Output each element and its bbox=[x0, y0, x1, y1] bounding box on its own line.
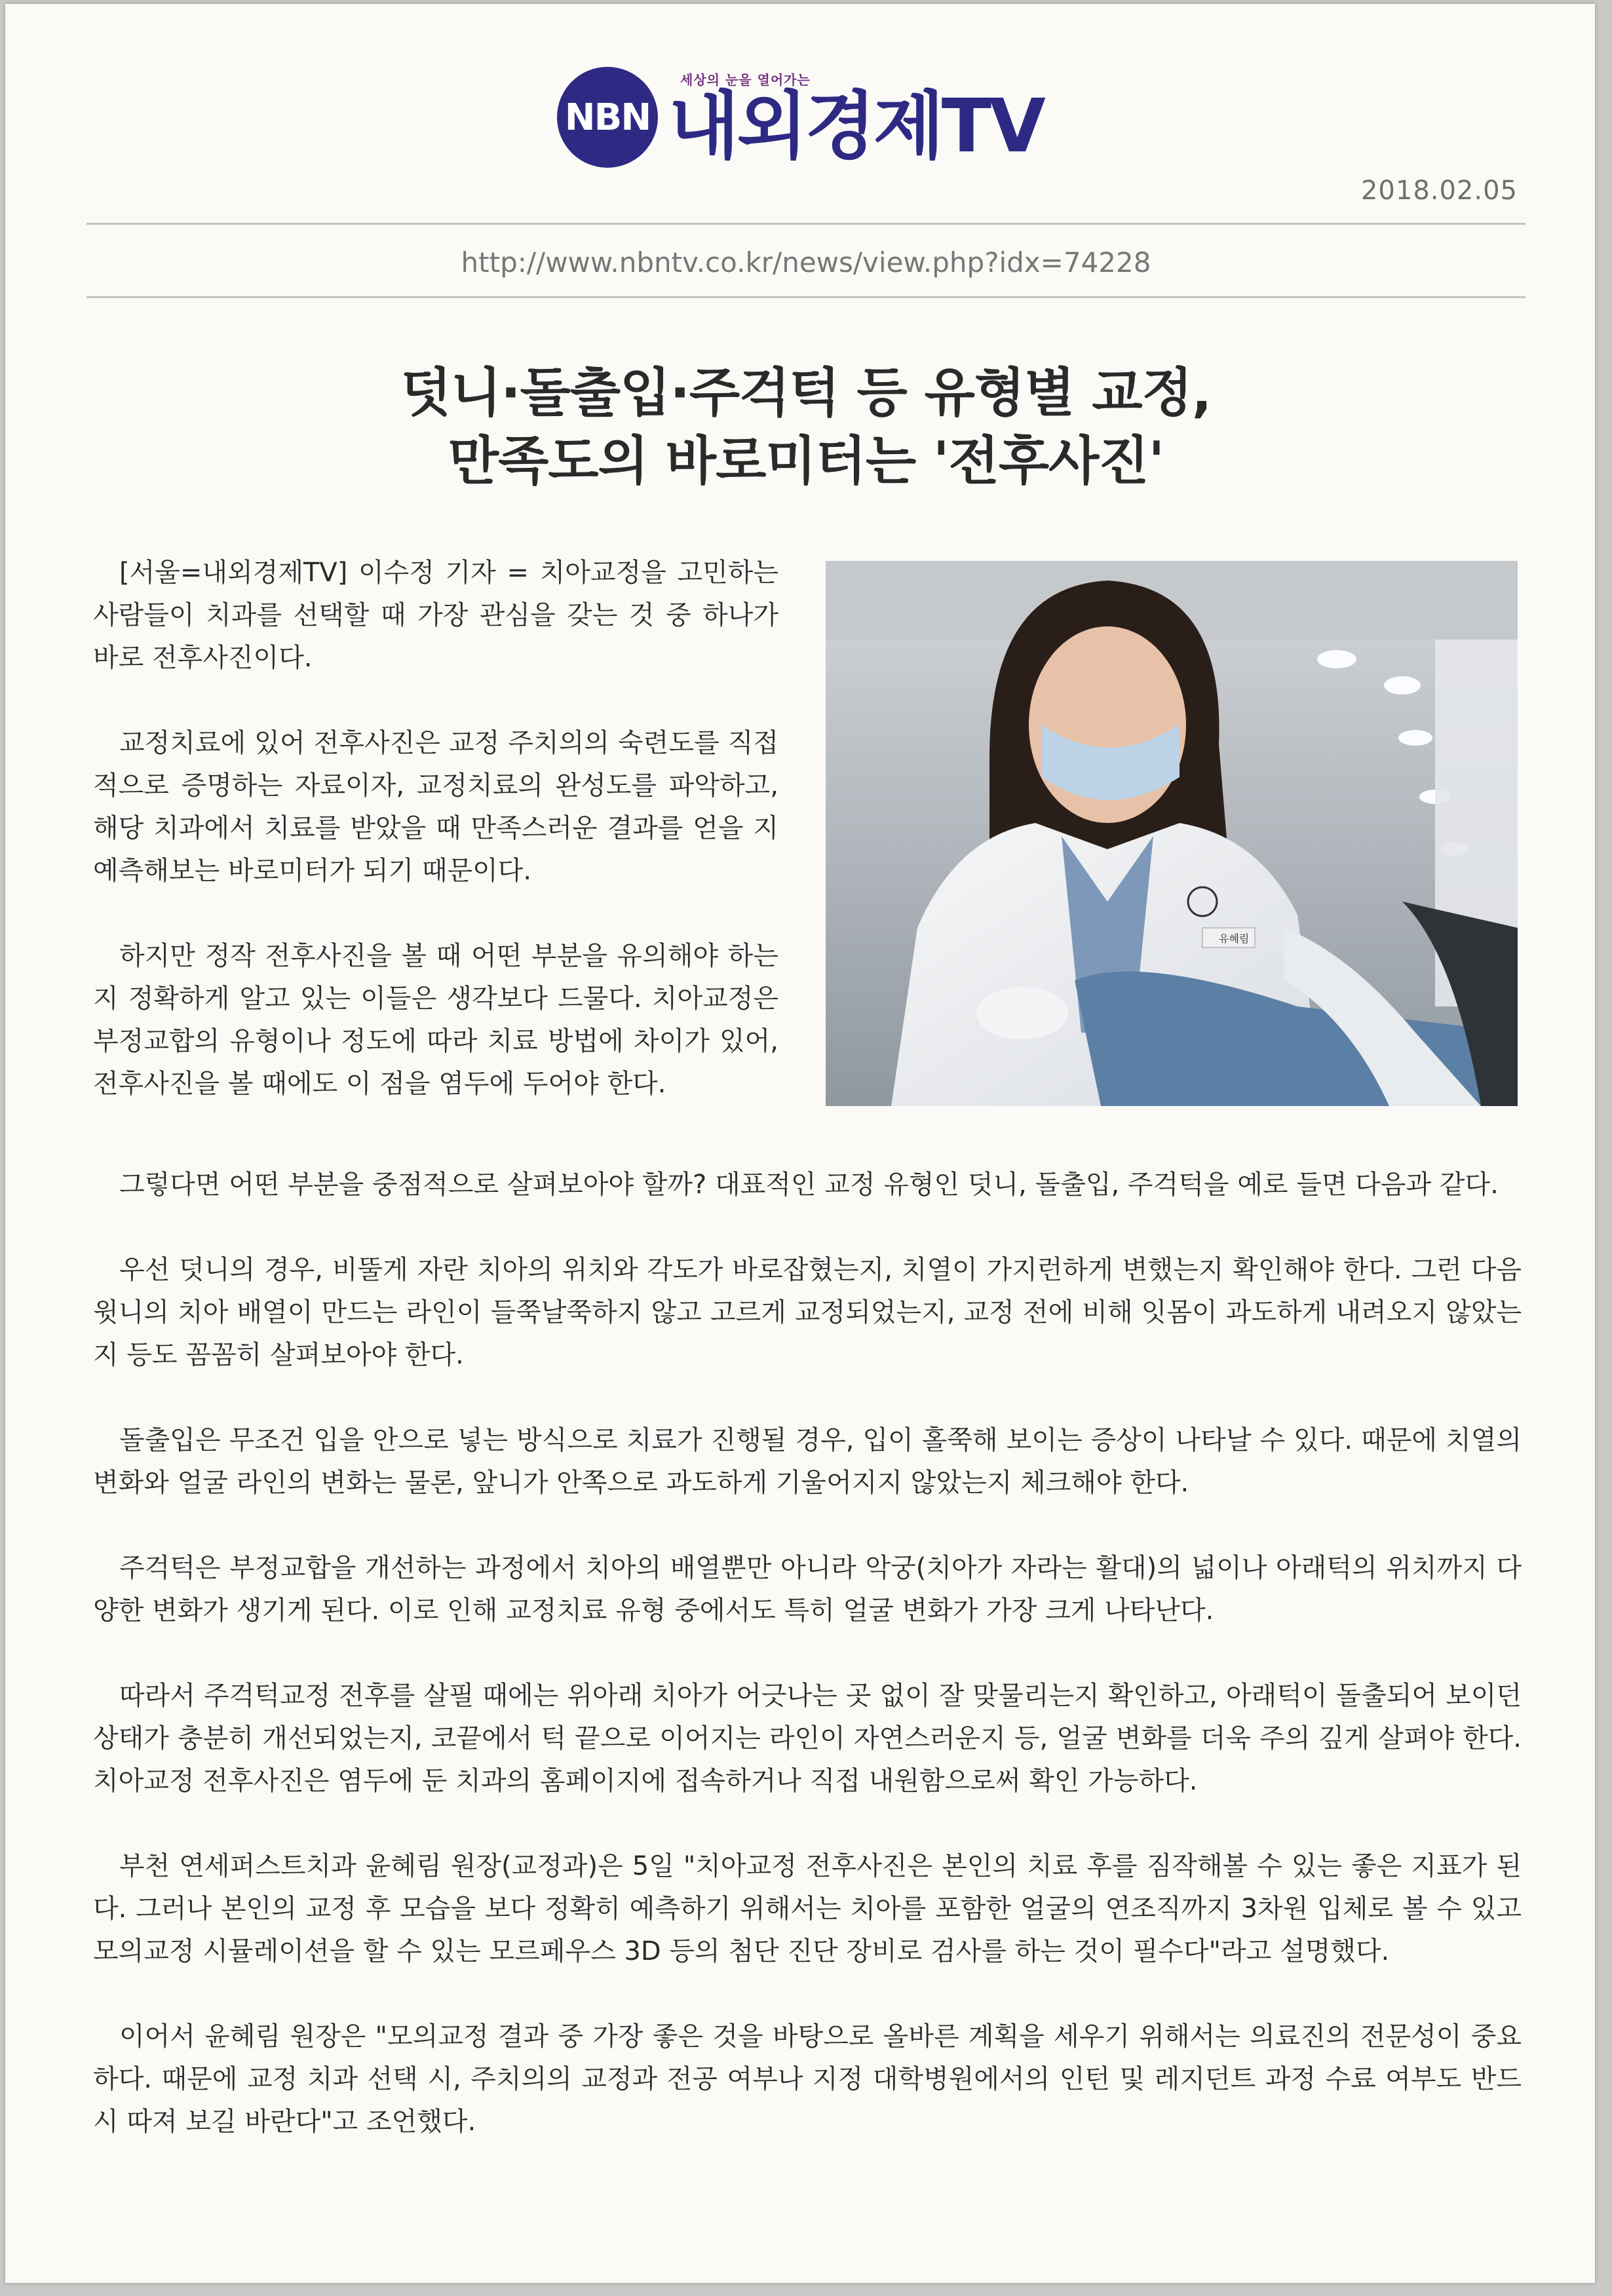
brand-title: 내외경제TV bbox=[668, 84, 1043, 169]
tagline: 세상의 눈을 열어가는 bbox=[680, 72, 811, 88]
full-width-body bbox=[93, 1164, 1522, 2186]
paragraph: 하지만 정작 전후사진을 볼 때 어떤 부분을 유의해야 하는지 정확하게 알고 있는 이들은 생각보다 드물다. 치아교정은 부정교합의 유형이나 정도에 따라 치료 방법에 차이가 있어, 전후사진을 볼 때에도 이 점을 염두에 두어야 한다. bbox=[93, 941, 778, 1099]
paragraph: 주걱턱은 부정교합을 개선하는 과정에서 치아의 배열뿐만 아니라 악궁(치아가 자라는 활대)의 넓이나 아래턱의 위치까지 다양한 변화가 생기게 된다. 이로 인해 교정치료 유형 중에서도 특히 얼굴 변화가 가장 크게 나타난다. bbox=[93, 1553, 1522, 1626]
paragraph: 이어서 윤혜림 원장은 "모의교정 결과 중 가장 좋은 것을 바탕으로 올바른 계획을 세우기 위해서는 의료진의 전문성이 중요하다. 때문에 교정 치과 선택 시, 주치의의 교정과 전공 여부나 지정 대학병원에서의 인턴 및 레지던트 과정 수료 여부도 반드시 따져 보길 바란다"고 조언했다. bbox=[93, 2021, 1522, 2137]
bottom-divider bbox=[86, 296, 1526, 298]
dentist-photo-illustration bbox=[826, 561, 1518, 1106]
left-column bbox=[93, 552, 778, 1148]
paragraph: 돌출입은 무조건 입을 안으로 넣는 방식으로 치료가 진행될 경우, 입이 홀쭉해 보이는 증상이 나타날 수 있다. 때문에 치열의 변화와 얼굴 라인의 변화는 물론, 앞니가 안쪽으로 과도하게 기울어지지 않았는지 체크해야 한다. bbox=[93, 1425, 1522, 1498]
nbn-logo-icon bbox=[557, 67, 658, 168]
paragraph: [서울=내외경제TV] 이수정 기자 = 치아교정을 고민하는 사람들이 치과를 선택할 때 가장 관심을 갖는 것 중 하나가 바로 전후사진이다. bbox=[93, 558, 778, 673]
top-divider bbox=[86, 223, 1526, 225]
paragraph: 교정치료에 있어 전후사진은 교정 주치의의 숙련도를 직접적으로 증명하는 자료이자, 교정치료의 완성도를 파악하고, 해당 치과에서 치료를 받았을 때 만족스러운 결과를 얻을 지 예측해보는 바로미터가 되기 때문이다. bbox=[93, 728, 778, 886]
paragraph: 우선 덧니의 경우, 비뚤게 자란 치아의 위치와 각도가 바로잡혔는지, 치열이 가지런하게 변했는지 확인해야 한다. 그런 다음 윗니의 치아 배열이 만드는 라인이 들쭉날쭉하지 않고 고르게 교정되었는지, 교정 전에 비해 잇몸이 과도하게 내려오지 않았는지 등도 꼼꼼히 살펴보아야 한다. bbox=[93, 1255, 1522, 1370]
logo-text: NBN bbox=[564, 96, 651, 139]
masthead bbox=[557, 56, 1068, 174]
paragraph: 따라서 주걱턱교정 전후를 살필 때에는 위아래 치아가 어긋나는 곳 없이 잘 맞물리는지 확인하고, 아래턱이 돌출되어 보이던 상태가 충분히 개선되었는지, 코끝에서 턱 끝으로 이어지는 라인이 자연스러운지 등, 얼굴 변화를 더욱 주의 깊게 살펴야 한다. 치아교정 전후사진은 염두에 둔 치과의 홈페이지에 접속하거나 직접 내원함으로써 확인 가능하다. bbox=[93, 1681, 1522, 1796]
page bbox=[5, 4, 1595, 2283]
paragraph: 그렇다면 어떤 부분을 중점적으로 살펴보아야 할까? 대표적인 교정 유형인 덧니, 돌출입, 주걱턱을 예로 들면 다음과 같다. bbox=[119, 1170, 1499, 1200]
article-date: 2018.02.05 bbox=[1360, 176, 1518, 206]
headline bbox=[86, 359, 1526, 495]
paragraph: 부천 연세퍼스트치과 윤혜림 원장(교정과)은 5일 "치아교정 전후사진은 본인의 치료 후를 짐작해볼 수 있는 좋은 지표가 된다. 그러나 본인의 교정 후 모습을 보다 정확히 예측하기 위해서는 치아를 포함한 얼굴의 연조직까지 3차원 입체로 볼 수 있고 모의교정 시뮬레이션을 할 수 있는 모르페우스 3D 등의 첨단 진단 장비로 검사를 하는 것이 필수다"라고 설명했다. bbox=[93, 1851, 1522, 1966]
article-photo bbox=[826, 561, 1518, 1106]
headline-line-1: 덧니·돌출입·주걱턱 등 유형별 교정, bbox=[400, 362, 1212, 423]
headline-line-2: 만족도의 바로미터는 '전후사진' bbox=[448, 430, 1164, 491]
article-url: http://www.nbntv.co.kr/news/view.php?idx=74228 bbox=[461, 246, 1151, 278]
name-badge: 유혜림 bbox=[1219, 932, 1250, 945]
